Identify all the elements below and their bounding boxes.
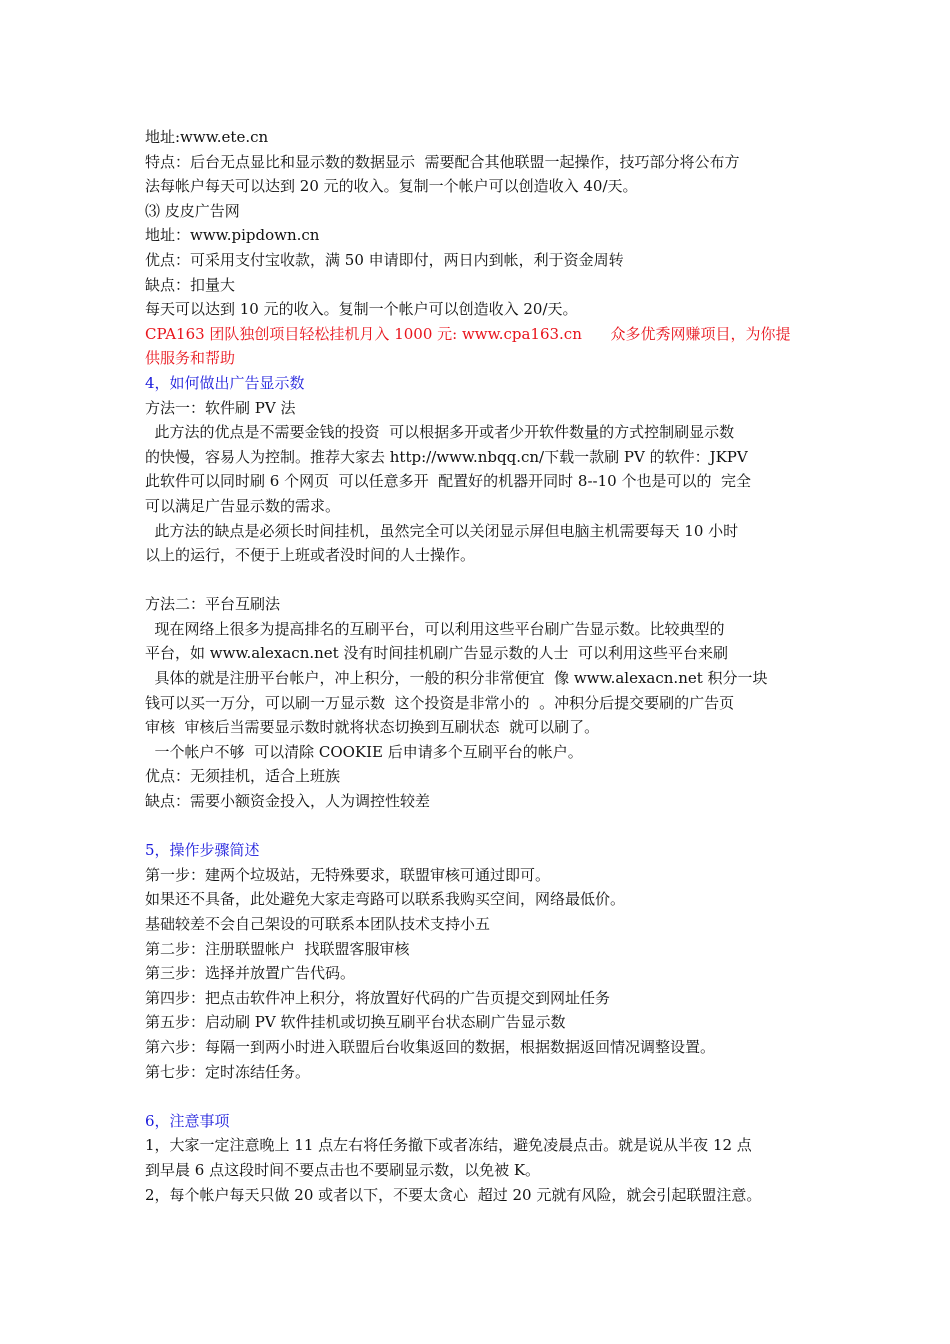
list-item: 第五步：启动刷 PV 软件挂机或切换互刷平台状态刷广告显示数 [145, 1013, 566, 1032]
list-item-pipdown: ⑶ 皮皮广告网 [145, 201, 240, 220]
income-line: 每天可以达到 10 元的收入。复制一个帐户可以创造收入 20/天。 [145, 300, 578, 319]
pros-line: 优点：无须挂机，适合上班族 [145, 767, 341, 786]
note-line: 2，每个帐户每天只做 20 或者以下，不要太贪心 超过 20 元就有风险，就会引起联盟注意。 [145, 1185, 762, 1204]
paragraph-line: 此方法的缺点是必须长时间挂机，虽然完全可以关闭显示屏但电脑主机需要每天 10 小时 [145, 521, 739, 540]
address-pipdown: 地址：www.pipdown.cn [145, 226, 320, 245]
blank-line [145, 1084, 810, 1109]
section-heading-5: 5，操作步骤简述 [145, 841, 260, 860]
promo-text: 供服务和帮助 [145, 349, 236, 368]
paragraph-line: 的快慢，容易人为控制。推荐大家去 http://www.nbqq.cn/下载一款刷 PV 的软件：JKPV [145, 447, 748, 466]
list-item: 第二步：注册联盟帐户 找联盟客服审核 [145, 939, 410, 958]
paragraph-line: 现在网络上很多为提高排名的互刷平台，可以利用这些平台刷广告显示数。比较典型的 [145, 619, 725, 638]
blank-line [145, 814, 810, 839]
steps-list [145, 863, 810, 1084]
blank-line [145, 568, 810, 593]
list-item: 第七步：定时冻结任务。 [145, 1062, 311, 1081]
paragraph-line: 以上的运行，不便于上班或者没时间的人士操作。 [145, 546, 476, 565]
address-ete: 地址:www.ete.cn [145, 128, 269, 146]
note-line: 1，大家一定注意晚上 11 点左右将任务撤下或者冻结，避免凌晨点击。就是说从半夜 12 点 [145, 1136, 752, 1155]
list-item: 如果还不具备，此处避免大家走弯路可以联系我购买空间，网络最低价。 [145, 890, 626, 909]
list-item: 第三步：选择并放置广告代码。 [145, 964, 356, 983]
paragraph-line: 具体的就是注册平台帐户，冲上积分，一般的积分非常便宜 像 www.alexacn.net 积分一块 [145, 669, 768, 688]
section-heading-4: 4，如何做出广告显示数 [145, 373, 305, 392]
paragraph-line: 审核 审核后当需要显示数时就将状态切换到互刷状态 就可以刷了。 [145, 718, 600, 737]
method1-title: 方法一：软件刷 PV 法 [145, 398, 296, 417]
feature-line: 特点：后台无点显比和显示数的数据显示 需要配合其他联盟一起操作，技巧部分将公布方 [145, 152, 740, 171]
paragraph-line: 钱可以买一万分，可以刷一万显示数 这个投资是非常小的 。冲积分后提交要刷的广告页 [145, 693, 735, 712]
paragraph-line: 此软件可以同时刷 6 个网页 可以任意多开 配置好的机器开同时 8--10 个也是可以的 完全 [145, 472, 751, 491]
list-item: 第四步：把点击软件冲上积分，将放置好代码的广告页提交到网址任务 [145, 988, 611, 1007]
note-line: 到早晨 6 点这段时间不要点击也不要刷显示数，以免被 K。 [145, 1160, 541, 1179]
feature-line: 法每帐户每天可以达到 20 元的收入。复制一个帐户可以创造收入 40/天。 [145, 177, 638, 196]
paragraph-line: 平台，如 www.alexacn.net 没有时间挂机刷广告显示数的人士 可以利用这些平台来刷 [145, 644, 728, 663]
promo-text: CPA163 团队独创项目轻松挂机月入 1000 元: www.cpa163.cn 众多优秀网赚项目，为你提 [145, 324, 791, 343]
list-item: 第一步：建两个垃圾站，无特殊要求，联盟审核可通过即可。 [145, 865, 551, 884]
pros-line: 优点：可采用支付宝收款，满 50 申请即付，两日内到帐，利于资金周转 [145, 250, 624, 269]
list-item: 第六步：每隔一到两小时进入联盟后台收集返回的数据，根据数据返回情况调整设置。 [145, 1037, 716, 1056]
paragraph-line: 一个帐户不够 可以清除 COOKIE 后申请多个互刷平台的帐户。 [145, 742, 583, 761]
list-item: 基础较差不会自己架设的可联系本团队技术支持小五 [145, 915, 491, 933]
paragraph-line: 此方法的优点是不需要金钱的投资 可以根据多开或者少开软件数量的方式控制刷显示数 [145, 423, 735, 442]
cons-line: 缺点：需要小额资金投入，人为调控性较差 [145, 792, 431, 811]
section-heading-6: 6，注意事项 [145, 1111, 230, 1130]
method2-title: 方法二：平台互刷法 [145, 595, 281, 614]
document-page [145, 125, 810, 1207]
paragraph-line: 可以满足广告显示数的需求。 [145, 496, 341, 515]
cons-line: 缺点：扣量大 [145, 275, 236, 294]
